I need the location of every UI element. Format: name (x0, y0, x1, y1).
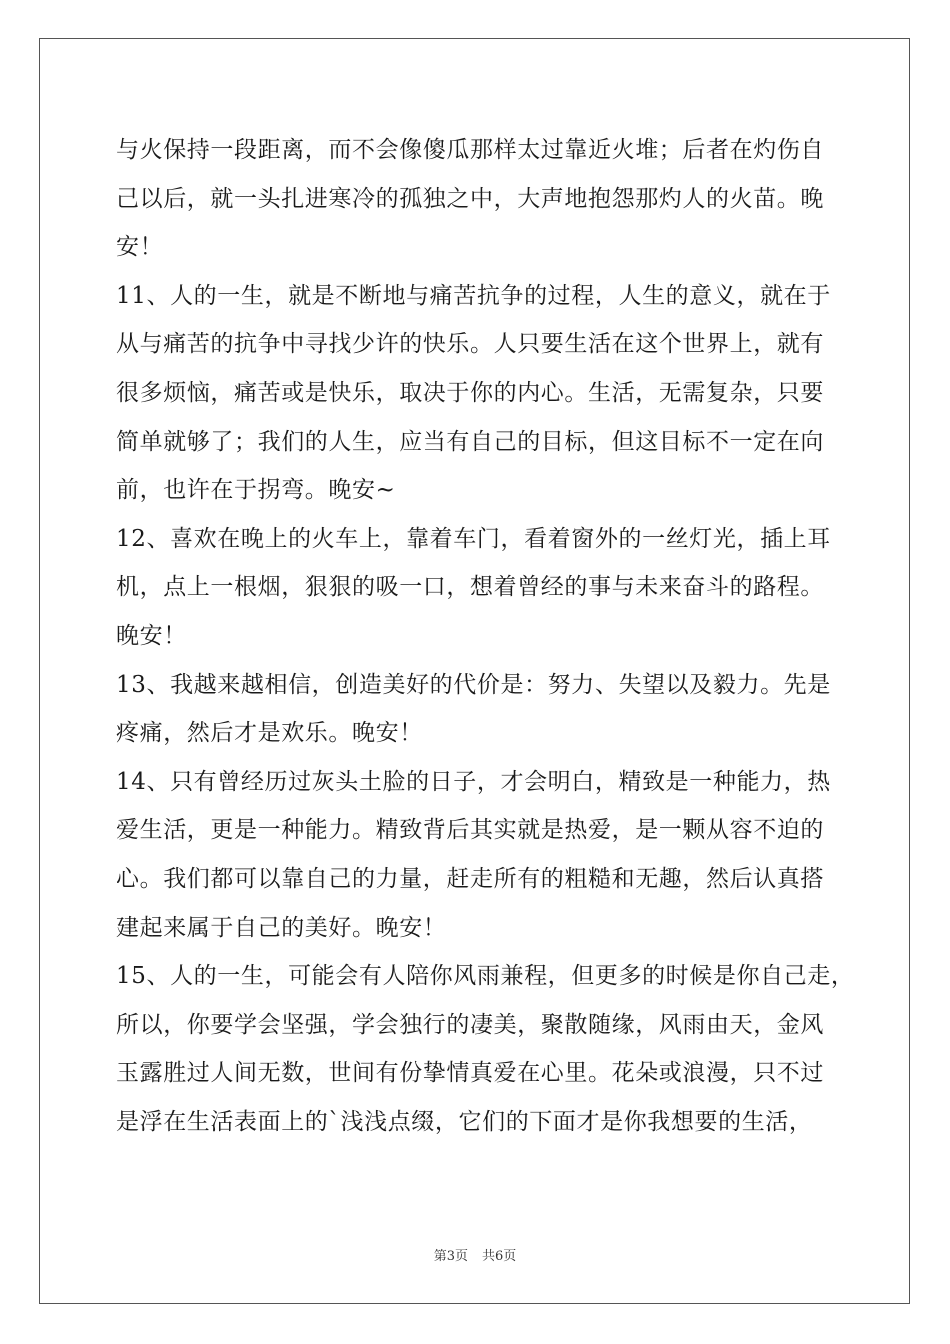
text-line: 简单就够了；我们的人生，应当有自己的目标，但这目标不一定在向 (116, 428, 824, 455)
text-line: 心。我们都可以靠自己的力量，赶走所有的粗糙和无趣，然后认真搭 (116, 865, 824, 892)
page-footer (0, 1245, 950, 1264)
text-line: 机，点上一根烟，狠狠的吸一口，想着曾经的事与未来奋斗的路程。 (116, 574, 824, 601)
text-line: 与火保持一段距离，而不会像傻瓜那样太过靠近火堆；后者在灼伤自 (116, 137, 824, 163)
text-line: 是浮在生活表面上的`浅浅点缀，它们的下面才是你我想要的生活， (116, 1108, 813, 1135)
document-body (116, 126, 855, 1146)
text-line: 从与痛苦的抗争中寻找少许的快乐。人只要生活在这个世界上，就有 (116, 331, 824, 358)
text-line: 建起来属于自己的美好。晚安！ (116, 914, 447, 941)
text-line: 11、人的一生，就是不断地与痛苦抗争的过程，人生的意义，就在于 (116, 282, 831, 309)
page-number-current: 第3页 (433, 1249, 468, 1264)
text-line: 所以，你要学会坚强，学会独行的凄美，聚散随缘，风雨由天，金风 (116, 1011, 824, 1038)
text-line: 己以后，就一头扎进寒冷的孤独之中，大声地抱怨那灼人的火苗。晚 (116, 185, 824, 212)
page-number-total: 共6页 (482, 1249, 517, 1264)
text-line: 15、人的一生，可能会有人陪你风雨兼程，但更多的时候是你自己走， (116, 963, 855, 990)
text-line: 14、只有曾经历过灰头土脸的日子，才会明白，精致是一种能力，热 (116, 768, 831, 795)
text-line: 很多烦恼，痛苦或是快乐，取决于你的内心。生活，无需复杂，只要 (116, 379, 824, 406)
text-line: 玉露胜过人间无数，世间有份挚情真爱在心里。花朵或浪漫，只不过 (116, 1060, 824, 1087)
text-line: 12、喜欢在晚上的火车上，靠着车门，看着窗外的一丝灯光，插上耳 (116, 525, 831, 552)
text-line: 前，也许在于拐弯。晚安~ (116, 477, 396, 504)
text-line: 晚安！ (116, 622, 187, 649)
text-line: 安！ (116, 234, 164, 261)
text-line: 13、我越来越相信，创造美好的代价是：努力、失望以及毅力。先是 (116, 671, 831, 698)
text-line: 爱生活，更是一种能力。精致背后其实就是热爱，是一颗从容不迫的 (116, 817, 824, 844)
text-line: 疼痛，然后才是欢乐。晚安！ (116, 720, 423, 747)
